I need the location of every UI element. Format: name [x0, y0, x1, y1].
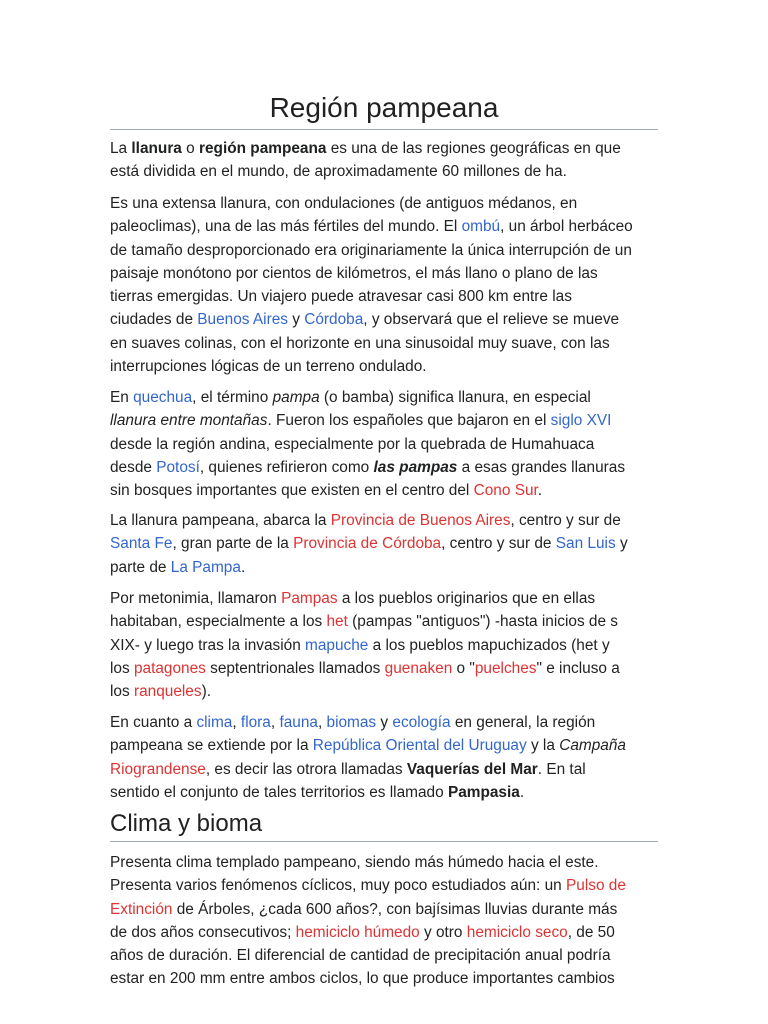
- etymology-paragraph: [110, 386, 662, 502]
- text: (o bamba) significa llanura, en especial: [319, 389, 591, 406]
- text: ,: [270, 714, 280, 731]
- link-potosi[interactable]: Potosí: [156, 458, 200, 476]
- link-san-luis[interactable]: San Luis: [555, 535, 616, 553]
- peoples-paragraph: [110, 587, 662, 703]
- text: está dividida en el mundo, de aproximadamente 60 millones de ha.: [110, 163, 567, 181]
- text: habitaban, especialmente a los: [110, 613, 327, 631]
- link-het[interactable]: het: [326, 613, 348, 631]
- text: .: [240, 558, 246, 576]
- text: , es decir las otrora llamadas: [205, 760, 407, 778]
- text: , el término: [192, 389, 273, 406]
- text: desde la región andina, especialmente por la quebrada de Humahuaca: [110, 435, 595, 453]
- link-provincia-buenos-aires[interactable]: Provincia de Buenos Aires: [330, 512, 511, 529]
- text: y: [287, 311, 305, 329]
- text: , centro y sur de: [441, 535, 556, 553]
- text: paleoclimas), una de las más fértiles del mundo. El: [110, 218, 462, 236]
- section-heading-clima: Clima y bioma: [110, 810, 263, 837]
- link-pampas[interactable]: Pampas: [281, 590, 338, 607]
- text: y: [376, 714, 393, 731]
- text: estar en 200 mm entre ambos ciclos, lo que produce importantes cambios: [110, 970, 615, 988]
- text: , de 50: [567, 923, 615, 941]
- text: de Árboles, ¿cada 600 años?, con bajísimas lluvias durante más: [172, 900, 618, 918]
- link-ombu[interactable]: ombú: [461, 218, 501, 236]
- extent-paragraph: [110, 509, 662, 579]
- text: Presenta varios fenómenos cíclicos, muy poco estudiados aún: un: [110, 877, 566, 895]
- link-republica-oriental-uruguay[interactable]: República Oriental del Uruguay: [312, 737, 527, 755]
- text: , un árbol herbáceo: [500, 218, 633, 236]
- text: XIX- y luego tras la invasión: [110, 636, 306, 654]
- link-la-pampa[interactable]: La Pampa: [170, 558, 241, 576]
- text: ,: [317, 714, 327, 731]
- text: , centro y sur de: [510, 512, 621, 529]
- text: , gran parte de la: [172, 535, 294, 553]
- text: de dos años consecutivos;: [110, 923, 296, 941]
- text: desde: [110, 458, 157, 476]
- text: ciudades de: [110, 311, 198, 329]
- text: (pampas "antiguos") -hasta inicios de s: [347, 613, 619, 631]
- text: años de duración. El diferencial de cantidad de precipitación anual podría: [110, 947, 611, 965]
- link-flora[interactable]: flora: [240, 714, 271, 731]
- text: o: [181, 140, 199, 157]
- text: La: [110, 140, 132, 157]
- text: de tamaño desproporcionado era originariamente la única interrupción de un: [110, 241, 632, 259]
- text: sentido el conjunto de tales territorios es llamado: [110, 783, 448, 801]
- link-biomas[interactable]: biomas: [326, 714, 377, 731]
- italic-term: Campaña: [559, 737, 626, 755]
- italic-term-pampa: pampa: [272, 389, 320, 406]
- link-mapuche[interactable]: mapuche: [305, 636, 369, 654]
- text: tierras emergidas. Un viajero puede atravesar casi 800 km entre las: [110, 288, 572, 306]
- text: a esas grandes llanuras: [457, 458, 626, 476]
- text: a los pueblos originarios que en ellas: [337, 590, 596, 607]
- text: La llanura pampeana, abarca la: [110, 512, 331, 529]
- text: los: [110, 683, 134, 701]
- text: ,: [232, 714, 241, 731]
- link-riograndense[interactable]: Riograndense: [110, 760, 206, 778]
- text: . En tal: [537, 760, 586, 778]
- link-hemiciclo-seco[interactable]: hemiciclo seco: [466, 923, 568, 941]
- link-extincion[interactable]: Extinción: [110, 900, 173, 918]
- text: , y observará que el relieve se mueve: [363, 311, 620, 329]
- text: Es una extensa llanura, con ondulaciones (de antiguos médanos, en: [110, 195, 578, 212]
- bold-term-pampasia: Pampasia: [447, 783, 520, 801]
- title-divider: [110, 129, 658, 130]
- text: paisaje monótono por cientos de kilómetros, el más llano o plano de las: [110, 264, 598, 282]
- text: es una de las regiones geográficas en que: [326, 140, 621, 157]
- description-paragraph: [110, 192, 662, 378]
- italic-term: llanura entre montañas: [110, 412, 268, 430]
- text: a los pueblos mapuchizados (het y: [368, 636, 610, 654]
- text: Por metonimia, llamaron: [110, 590, 282, 607]
- link-provincia-cordoba[interactable]: Provincia de Córdoba: [293, 535, 442, 553]
- link-buenos-aires[interactable]: Buenos Aires: [197, 311, 288, 329]
- link-santa-fe[interactable]: Santa Fe: [110, 535, 173, 553]
- section-divider: [110, 841, 658, 842]
- bold-italic-term: las pampas: [373, 458, 458, 476]
- text: pampeana se extiende por la: [110, 737, 313, 755]
- page-title: Región pampeana: [269, 92, 499, 123]
- text: o ": [452, 659, 475, 677]
- text: y otro: [419, 923, 467, 941]
- link-patagones[interactable]: patagones: [133, 659, 206, 677]
- text: septentrionales llamados: [205, 659, 385, 677]
- link-guenaken[interactable]: guenaken: [384, 659, 453, 677]
- text: sin bosques importantes que existen en el centro del: [110, 482, 474, 500]
- text: En: [110, 389, 134, 406]
- text: en general, la región: [450, 714, 596, 731]
- link-pulso-de-extincion[interactable]: Pulso de: [566, 877, 626, 895]
- text: , quienes refirieron como: [199, 458, 374, 476]
- text: Presenta clima templado pampeano, siendo más húmedo hacia el este.: [110, 854, 599, 871]
- intro-paragraph: [110, 137, 662, 184]
- climate-paragraph: [110, 851, 662, 991]
- link-cono-sur[interactable]: Cono Sur: [473, 482, 538, 500]
- text: .: [537, 482, 543, 500]
- link-siglo-xvi[interactable]: siglo XVI: [550, 412, 612, 430]
- bold-term-region-pampeana: región pampeana: [199, 140, 327, 157]
- extension-paragraph: [110, 711, 662, 804]
- text: los: [110, 659, 134, 677]
- text: y la: [526, 737, 560, 755]
- link-clima[interactable]: clima: [196, 714, 233, 731]
- link-hemiciclo-humedo[interactable]: hemiciclo húmedo: [295, 923, 420, 941]
- bold-term-vaquerias: Vaquerías del Mar: [406, 760, 538, 778]
- link-cordoba[interactable]: Córdoba: [304, 311, 364, 329]
- text: interrupciones lógicas de un terreno ondulado.: [110, 358, 427, 376]
- text: ).: [201, 683, 211, 701]
- text: En cuanto a: [110, 714, 197, 731]
- bold-term-llanura: llanura: [131, 140, 182, 157]
- link-ranqueles[interactable]: ranqueles: [133, 683, 202, 701]
- text: en suaves colinas, con el horizonte en una sinusoidal muy suave, con las: [110, 334, 610, 352]
- text: . Fueron los españoles que bajaron en el: [267, 412, 551, 430]
- link-fauna[interactable]: fauna: [279, 714, 318, 731]
- text: y: [615, 535, 628, 553]
- link-ecologia[interactable]: ecología: [392, 714, 451, 731]
- text: " e incluso a: [536, 659, 620, 677]
- link-puelches[interactable]: puelches: [474, 659, 537, 677]
- text: parte de: [110, 558, 171, 576]
- text: .: [519, 783, 525, 801]
- link-quechua[interactable]: quechua: [133, 389, 193, 406]
